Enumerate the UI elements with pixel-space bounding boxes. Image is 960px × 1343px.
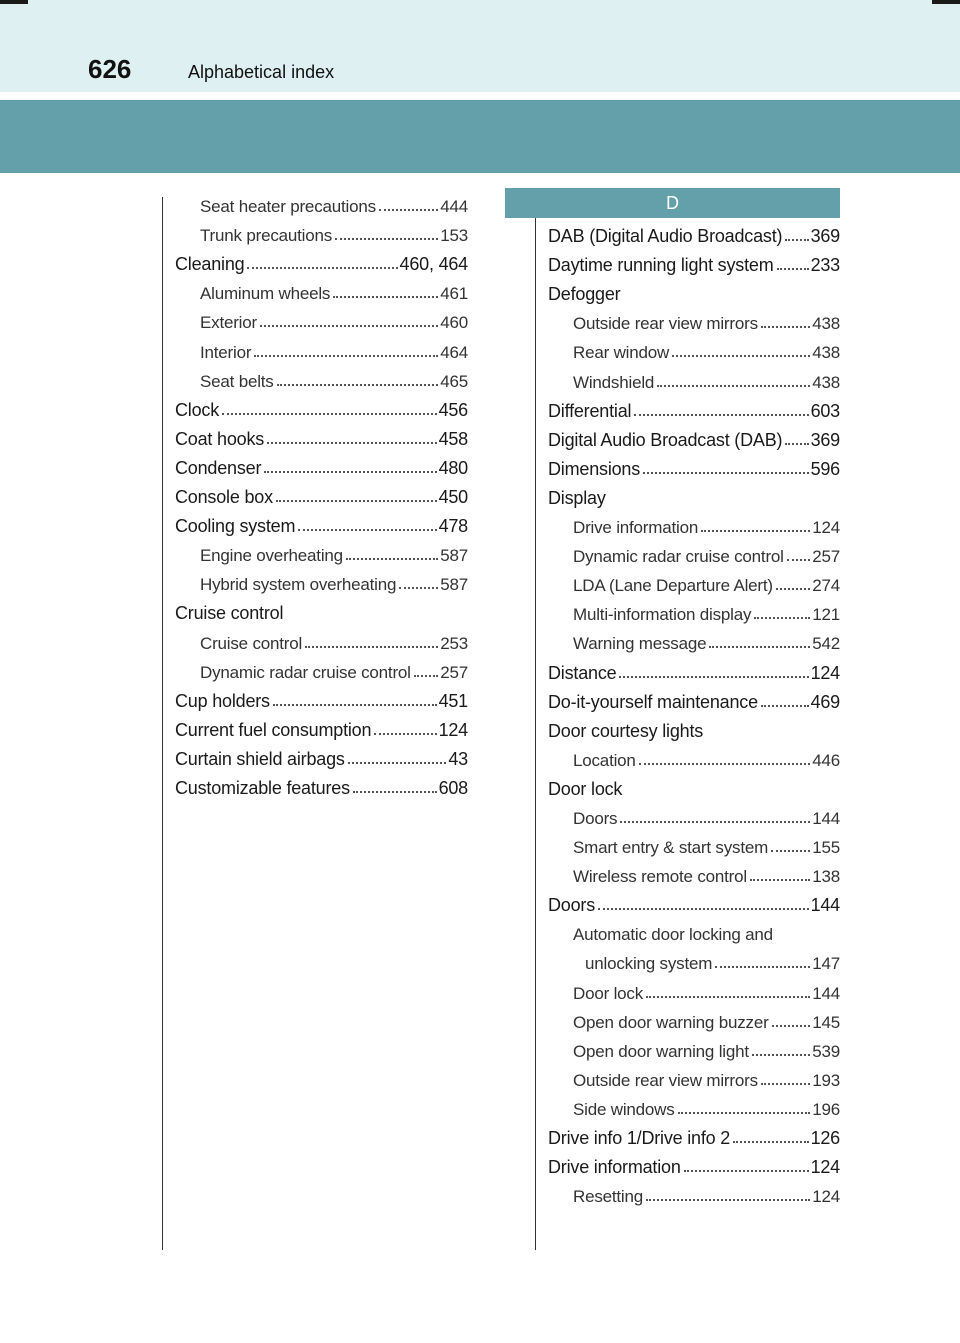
entry-term: Interior xyxy=(200,342,252,362)
entry-term: Cruise control xyxy=(175,603,284,624)
dot-leader xyxy=(374,733,436,735)
entry-page-number: 458 xyxy=(438,428,468,449)
dot-leader xyxy=(298,529,436,531)
entry-term: Clock xyxy=(175,399,220,420)
entry-term: Coat hooks xyxy=(175,428,265,449)
entry-page-number: 126 xyxy=(810,1128,840,1148)
entry-page-number: 121 xyxy=(812,605,840,625)
entry-page-number: 138 xyxy=(812,867,840,887)
entry-page-number: 153 xyxy=(440,226,468,246)
dot-leader xyxy=(276,500,437,502)
index-entry xyxy=(548,218,840,247)
entry-term: Cooling system xyxy=(175,516,296,537)
letter-heading-d: D xyxy=(505,188,840,218)
entry-page-number: 196 xyxy=(812,1099,840,1119)
index-entry xyxy=(548,276,840,305)
index-entry xyxy=(548,1004,840,1033)
dot-leader xyxy=(254,355,438,357)
entry-term: Warning message xyxy=(573,634,707,654)
dot-leader xyxy=(672,355,810,357)
index-entry xyxy=(548,567,840,596)
entry-page-number: 124 xyxy=(810,662,840,683)
index-entry xyxy=(175,450,468,479)
entry-term: Seat belts xyxy=(200,371,274,391)
dot-leader xyxy=(273,704,437,706)
entry-page-number: 257 xyxy=(440,662,468,682)
entry-term: Door lock xyxy=(548,778,623,799)
index-entry xyxy=(175,275,468,304)
index-entry xyxy=(548,654,840,683)
entry-page-number: 603 xyxy=(810,400,840,421)
index-entry xyxy=(175,741,468,770)
entry-term: Engine overheating xyxy=(200,546,343,566)
dot-leader xyxy=(772,1025,811,1027)
index-entry xyxy=(175,304,468,333)
index-column-left xyxy=(175,188,468,799)
entry-page-number: 539 xyxy=(812,1041,840,1061)
index-entry xyxy=(548,334,840,363)
index-entry xyxy=(548,422,840,451)
dot-leader xyxy=(752,1054,810,1056)
entry-term: Cruise control xyxy=(200,633,303,653)
entry-page-number: 587 xyxy=(440,546,468,566)
entry-page-number: 145 xyxy=(812,1012,840,1032)
dot-leader xyxy=(715,966,810,968)
index-entry xyxy=(548,596,840,625)
index-entry xyxy=(548,742,840,771)
entry-term: Cup holders xyxy=(175,690,270,711)
entry-term: Door courtesy lights xyxy=(548,720,704,741)
index-entry xyxy=(175,363,468,392)
entry-term: Resetting xyxy=(573,1187,644,1207)
index-entry xyxy=(175,188,468,217)
dot-leader xyxy=(771,850,810,852)
entry-term: Dynamic radar cruise control xyxy=(573,547,784,567)
entry-term: LDA (Lane Departure Alert) xyxy=(573,576,773,596)
entry-page-number: 369 xyxy=(810,226,840,247)
index-entry xyxy=(548,1149,840,1178)
dot-leader xyxy=(785,239,808,241)
index-entry xyxy=(175,246,468,275)
index-entry xyxy=(548,305,840,334)
dot-leader xyxy=(785,443,808,445)
index-entry xyxy=(548,247,840,276)
entry-term: Digital Audio Broadcast (DAB) xyxy=(548,429,783,450)
index-entry xyxy=(548,887,840,916)
crop-mark-left xyxy=(0,0,28,4)
entry-term: Outside rear view mirrors xyxy=(573,314,758,334)
dot-leader xyxy=(754,617,810,619)
entry-term: Wireless remote control xyxy=(573,867,747,887)
dot-leader xyxy=(598,908,809,910)
index-entry xyxy=(548,684,840,713)
entry-page-number: 124 xyxy=(438,719,468,740)
dot-leader xyxy=(619,676,808,678)
index-entry xyxy=(548,509,840,538)
entry-term: Automatic door locking and xyxy=(573,925,773,945)
entry-page-number: 124 xyxy=(812,518,840,538)
entry-page-number: 587 xyxy=(440,575,468,595)
entry-term: Daytime running light system xyxy=(548,255,774,276)
entry-page-number: 480 xyxy=(438,457,468,478)
entry-term: Customizable features xyxy=(175,777,350,798)
entry-term: Distance xyxy=(548,662,617,683)
dot-leader xyxy=(657,385,810,387)
entry-term: Display xyxy=(548,487,606,508)
dot-leader xyxy=(733,1141,808,1143)
entry-term: Rear window xyxy=(573,343,670,363)
dot-leader xyxy=(305,646,438,648)
entry-page-number: 43 xyxy=(448,748,468,769)
entry-term: Hybrid system overheating xyxy=(200,575,397,595)
entry-term: Windshield xyxy=(573,372,655,392)
index-entry xyxy=(548,1091,840,1120)
index-entry xyxy=(548,451,840,480)
index-entry xyxy=(175,624,468,653)
index-entry xyxy=(548,625,840,654)
index-entry xyxy=(175,566,468,595)
dot-leader xyxy=(787,559,810,561)
entry-page-number: 478 xyxy=(438,516,468,537)
entry-term: Side windows xyxy=(573,1099,675,1119)
index-entry xyxy=(548,1178,840,1207)
entry-term: Drive information xyxy=(573,518,699,538)
entry-page-number: 369 xyxy=(810,429,840,450)
index-entry xyxy=(548,363,840,392)
index-entry xyxy=(548,800,840,829)
entry-term: Door lock xyxy=(573,983,644,1003)
index-entry xyxy=(548,1120,840,1149)
index-entry xyxy=(548,538,840,567)
header-band xyxy=(0,0,960,92)
entry-page-number: 451 xyxy=(438,690,468,711)
entry-term: Doors xyxy=(573,808,618,828)
entry-term: Exterior xyxy=(200,313,257,333)
dot-leader xyxy=(353,791,437,793)
column-rule-right xyxy=(535,197,536,1250)
dot-leader xyxy=(750,879,810,881)
entry-term: Dimensions xyxy=(548,458,641,479)
entry-page-number: 144 xyxy=(810,895,840,916)
index-entry xyxy=(548,1062,840,1091)
entry-term: Condenser xyxy=(175,457,262,478)
dot-leader xyxy=(639,763,811,765)
dot-leader xyxy=(634,414,808,416)
index-entry xyxy=(175,712,468,741)
index-entry xyxy=(548,480,840,509)
entry-page-number: 444 xyxy=(440,197,468,217)
index-entry xyxy=(175,333,468,362)
index-entry xyxy=(175,479,468,508)
entry-term: Differential xyxy=(548,400,632,421)
crop-mark-right xyxy=(932,0,960,4)
entry-page-number: 608 xyxy=(438,777,468,798)
column-rule-left xyxy=(162,197,163,1250)
entry-page-number: 155 xyxy=(812,838,840,858)
dot-leader xyxy=(222,413,437,415)
entry-page-number: 438 xyxy=(812,372,840,392)
entry-page-number: 469 xyxy=(810,691,840,712)
entry-term: Outside rear view mirrors xyxy=(573,1070,758,1090)
entry-page-number: 450 xyxy=(438,487,468,508)
entry-page-number: 464 xyxy=(440,342,468,362)
entry-page-number: 465 xyxy=(440,371,468,391)
index-entry xyxy=(175,654,468,683)
index-entry xyxy=(548,771,840,800)
dot-leader xyxy=(333,296,438,298)
index-entry xyxy=(175,770,468,799)
entry-page-number: 542 xyxy=(812,634,840,654)
entry-term: Seat heater precautions xyxy=(200,197,376,217)
index-entry xyxy=(175,217,468,246)
entry-page-number: 274 xyxy=(812,576,840,596)
entry-term: Drive information xyxy=(548,1157,681,1178)
page-title: Alphabetical index xyxy=(188,62,335,82)
index-entry xyxy=(175,537,468,566)
entry-term: Curtain shield airbags xyxy=(175,748,345,769)
entry-term: Defogger xyxy=(548,284,621,305)
entry-page-number: 124 xyxy=(812,1187,840,1207)
dot-leader xyxy=(620,821,810,823)
dot-leader xyxy=(646,1199,810,1201)
index-entry xyxy=(548,974,840,1003)
entry-page-number: 147 xyxy=(812,954,840,974)
dot-leader xyxy=(776,588,810,590)
entry-page-number: 438 xyxy=(812,343,840,363)
dot-leader xyxy=(701,530,810,532)
dot-leader xyxy=(267,442,437,444)
entry-page-number: 257 xyxy=(812,547,840,567)
entry-page-number: 124 xyxy=(810,1157,840,1178)
entry-page-number: 253 xyxy=(440,633,468,653)
dot-leader xyxy=(414,675,438,677)
index-entry xyxy=(175,392,468,421)
index-entry xyxy=(548,916,840,945)
index-entry xyxy=(175,683,468,712)
index-entry xyxy=(548,393,840,422)
entry-term: Trunk precautions xyxy=(200,226,333,246)
entry-term: Doors xyxy=(548,895,596,916)
dot-leader xyxy=(247,267,397,269)
entry-page-number: 461 xyxy=(440,284,468,304)
dot-leader xyxy=(277,384,439,386)
entry-page-number: 456 xyxy=(438,399,468,420)
entry-term: DAB (Digital Audio Broadcast) xyxy=(548,226,783,247)
entry-term: Cleaning xyxy=(175,254,245,275)
entry-term: Aluminum wheels xyxy=(200,284,331,304)
entry-term: Multi-information display xyxy=(573,605,752,625)
entry-page-number: 460 xyxy=(440,313,468,333)
entry-term: Location xyxy=(573,750,636,770)
page-number: 626 xyxy=(88,54,132,84)
dot-leader xyxy=(761,705,809,707)
section-band xyxy=(0,100,960,173)
entry-page-number: 193 xyxy=(812,1070,840,1090)
index-entry xyxy=(548,858,840,887)
dot-leader xyxy=(348,762,447,764)
dot-leader xyxy=(379,209,438,211)
entry-page-number: 233 xyxy=(810,255,840,276)
dot-leader xyxy=(761,326,810,328)
index-entry xyxy=(548,1033,840,1062)
index-entry xyxy=(175,595,468,624)
entry-term: Console box xyxy=(175,487,273,508)
entry-page-number: 438 xyxy=(812,314,840,334)
entry-term: Current fuel consumption xyxy=(175,719,372,740)
index-entry xyxy=(548,713,840,742)
entry-page-number: 144 xyxy=(812,983,840,1003)
index-entry xyxy=(175,421,468,450)
dot-leader xyxy=(346,558,438,560)
dot-leader xyxy=(646,996,810,998)
entry-page-number: 596 xyxy=(810,458,840,479)
entry-term: Open door warning buzzer xyxy=(573,1012,769,1032)
dot-leader xyxy=(335,238,438,240)
dot-leader xyxy=(643,472,809,474)
dot-leader xyxy=(777,268,809,270)
entry-term: Do-it-yourself maintenance xyxy=(548,691,758,712)
entry-page-number: 144 xyxy=(812,808,840,828)
entry-term: Dynamic radar cruise control xyxy=(200,662,411,682)
entry-term: Smart entry & start system xyxy=(573,838,769,858)
entry-term: Drive info 1/Drive info 2 xyxy=(548,1128,731,1148)
dot-leader xyxy=(761,1083,810,1085)
dot-leader xyxy=(260,325,438,327)
dot-leader xyxy=(678,1112,811,1114)
entry-term: unlocking system xyxy=(585,954,713,974)
entry-page-number: 446 xyxy=(812,750,840,770)
index-entry xyxy=(548,945,840,974)
entry-page-number: 460, 464 xyxy=(399,254,468,275)
dot-leader xyxy=(709,646,810,648)
index-entry xyxy=(548,829,840,858)
dot-leader xyxy=(684,1170,809,1172)
dot-leader xyxy=(264,471,436,473)
index-column-right xyxy=(548,188,840,1207)
dot-leader xyxy=(399,587,438,589)
index-entry xyxy=(175,508,468,537)
entry-term: Open door warning light xyxy=(573,1041,749,1061)
